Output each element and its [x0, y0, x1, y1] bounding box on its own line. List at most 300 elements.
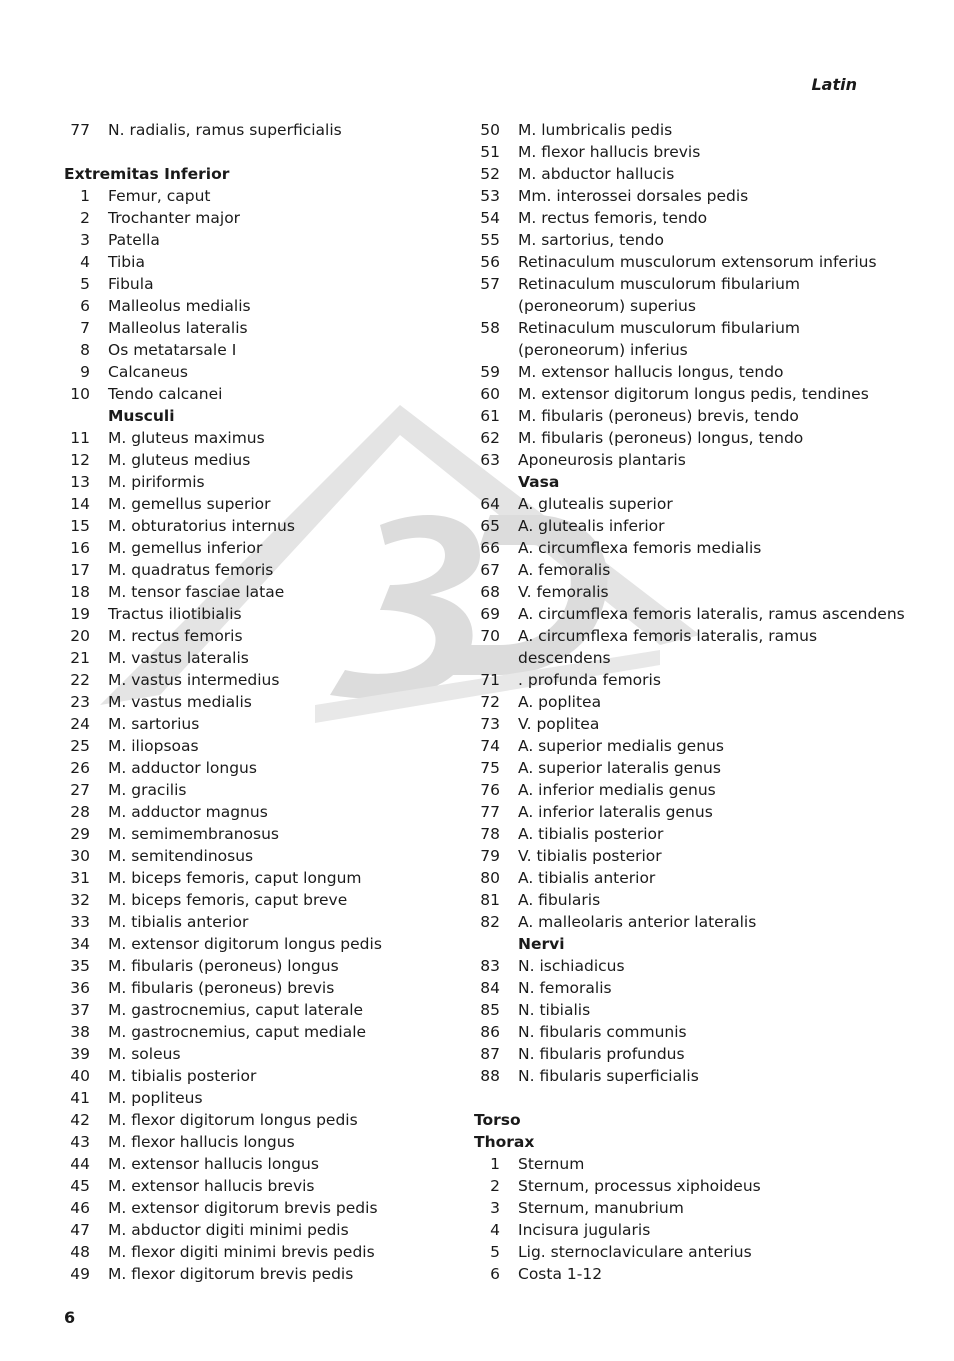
entry-term: A. tibialis posterior — [518, 825, 664, 843]
list-item — [64, 273, 454, 295]
entry-number: 64 — [480, 495, 500, 513]
list-item — [474, 1175, 874, 1197]
entry-number: 76 — [480, 781, 500, 799]
entry-number: 6 — [490, 1265, 500, 1283]
entry-term: M. semimembranosus — [108, 825, 279, 843]
entry-term: V. tibialis posterior — [518, 847, 662, 865]
list-item — [474, 1065, 874, 1087]
entry-number: 60 — [480, 385, 500, 403]
entry-term: A. fibularis — [518, 891, 601, 909]
entry-term: M. sartorius — [108, 715, 200, 733]
entry-term: M. flexor hallucis longus — [108, 1133, 295, 1151]
section-heading: Torso — [474, 1111, 521, 1129]
list-item — [474, 361, 874, 383]
section-heading: Extremitas Inferior — [64, 165, 230, 183]
list-item — [474, 977, 874, 999]
entry-number: 58 — [480, 319, 500, 337]
page-number: 6 — [64, 1308, 76, 1327]
list-item — [474, 1219, 874, 1241]
entry-number: 15 — [70, 517, 90, 535]
entry-number: 1 — [80, 187, 90, 205]
entry-number: 66 — [480, 539, 500, 557]
right-column — [474, 119, 905, 1285]
list-item — [474, 229, 874, 251]
entry-number: 17 — [70, 561, 90, 579]
list-item — [474, 1043, 874, 1065]
entry-number: 54 — [480, 209, 500, 227]
entry-number: 39 — [70, 1045, 90, 1063]
list-item — [474, 427, 874, 449]
empty-number — [474, 471, 500, 493]
entry-number: 63 — [480, 451, 500, 469]
entry-number: 83 — [480, 957, 500, 975]
entry-term: M. biceps femoris, caput breve — [108, 891, 348, 909]
entry-number: 48 — [70, 1243, 90, 1261]
entry-term: M. gluteus medius — [108, 451, 251, 469]
entry-number: 77 — [70, 121, 90, 139]
entry-term: N. fibularis communis — [518, 1023, 687, 1041]
entry-number: 84 — [480, 979, 500, 997]
entry-term: M. lumbricalis pedis — [518, 121, 673, 139]
entry-term: A. inferior lateralis genus — [518, 803, 713, 821]
entry-term: A. poplitea — [518, 693, 602, 711]
entry-term: M. extensor hallucis longus — [108, 1155, 319, 1173]
list-item — [64, 427, 454, 449]
entry-continuation-text: descendens — [518, 649, 611, 667]
entry-number: 88 — [480, 1067, 500, 1085]
entry-term: N. femoralis — [518, 979, 612, 997]
list-item — [64, 537, 454, 559]
entry-term: M. flexor digitorum brevis pedis — [108, 1265, 354, 1283]
entry-number: 43 — [70, 1133, 90, 1151]
entry-term: M. obturatorius internus — [108, 517, 295, 535]
list-item — [64, 647, 454, 669]
entry-number: 20 — [70, 627, 90, 645]
list-item — [474, 317, 874, 339]
list-item — [474, 911, 874, 933]
left-column — [64, 119, 454, 1285]
entry-number: 56 — [480, 253, 500, 271]
list-item — [64, 713, 454, 735]
list-item — [474, 1197, 874, 1219]
entry-number: 50 — [480, 121, 500, 139]
entry-number: 37 — [70, 1001, 90, 1019]
entry-number: 40 — [70, 1067, 90, 1085]
list-item — [64, 339, 454, 361]
empty-number — [64, 405, 90, 427]
list-item — [474, 955, 874, 977]
entry-term: M. fibularis (peroneus) brevis — [108, 979, 335, 997]
list-item — [64, 779, 454, 801]
entry-number: 38 — [70, 1023, 90, 1041]
entry-number: 2 — [80, 209, 90, 227]
entry-term: M. gemellus superior — [108, 495, 271, 513]
list-item — [64, 1043, 454, 1065]
entry-term: M. adductor longus — [108, 759, 257, 777]
entry-number: 67 — [480, 561, 500, 579]
list-item — [474, 537, 874, 559]
list-item — [474, 1263, 874, 1285]
list-item — [474, 515, 874, 537]
entry-term: M. flexor hallucis brevis — [518, 143, 701, 161]
entry-term: M. vastus lateralis — [108, 649, 249, 667]
entry-number: 74 — [480, 737, 500, 755]
list-item — [474, 757, 874, 779]
entry-number: 57 — [480, 275, 500, 293]
list-item — [64, 603, 454, 625]
entry-number: 71 — [480, 671, 500, 689]
entry-number: 82 — [480, 913, 500, 931]
entry-number: 49 — [70, 1265, 90, 1283]
entry-term: M. flexor digitorum longus pedis — [108, 1111, 358, 1129]
entry-term: Incisura jugularis — [518, 1221, 651, 1239]
entry-term: M. rectus femoris, tendo — [518, 209, 708, 227]
entry-number: 24 — [70, 715, 90, 733]
list-item — [64, 625, 454, 647]
entry-term: M. extensor digitorum brevis pedis — [108, 1199, 378, 1217]
list-item — [474, 691, 874, 713]
list-item — [64, 1219, 454, 1241]
entry-number: 6 — [80, 297, 90, 315]
list-item — [474, 273, 874, 295]
list-item — [64, 735, 454, 757]
list-item — [64, 1131, 454, 1153]
entry-term: M. gastrocnemius, caput laterale — [108, 1001, 364, 1019]
entry-number: 53 — [480, 187, 500, 205]
entry-number: 77 — [480, 803, 500, 821]
list-item — [64, 185, 454, 207]
entry-term: M. rectus femoris — [108, 627, 243, 645]
list-item — [474, 493, 874, 515]
entry-number: 69 — [480, 605, 500, 623]
entry-term: M. extensor hallucis longus, tendo — [518, 363, 784, 381]
list-item — [64, 383, 454, 405]
entry-term: Costa 1-12 — [518, 1265, 603, 1283]
entry-number: 13 — [70, 473, 90, 491]
list-item — [64, 669, 454, 691]
list-item — [474, 185, 874, 207]
entry-term: A. circumflexa femoris medialis — [518, 539, 762, 557]
list-item — [64, 933, 454, 955]
list-item — [64, 757, 454, 779]
list-item — [474, 999, 874, 1021]
list-item — [64, 361, 454, 383]
list-item — [474, 713, 874, 735]
entry-term: N. tibialis — [518, 1001, 591, 1019]
entry-number: 2 — [490, 1177, 500, 1195]
entry-number: 81 — [480, 891, 500, 909]
entry-number: 78 — [480, 825, 500, 843]
entry-number: 16 — [70, 539, 90, 557]
entry-number: 45 — [70, 1177, 90, 1195]
list-item — [474, 801, 874, 823]
list-item — [474, 251, 877, 273]
entry-number: 72 — [480, 693, 500, 711]
list-item — [474, 603, 905, 625]
subsection-label: Vasa — [518, 473, 560, 491]
entry-number: 29 — [70, 825, 90, 843]
list-item — [64, 1197, 454, 1219]
list-item — [474, 823, 874, 845]
entry-number: 9 — [80, 363, 90, 381]
entry-term: A. malleolaris anterior lateralis — [518, 913, 757, 931]
list-item — [64, 1263, 454, 1285]
list-item — [474, 207, 874, 229]
list-item — [64, 955, 454, 977]
entry-number: 46 — [70, 1199, 90, 1217]
entry-term: M. vastus medialis — [108, 693, 252, 711]
list-item — [64, 801, 454, 823]
entry-continuation — [474, 339, 874, 361]
entry-term: M. piriformis — [108, 473, 205, 491]
entry-term: M. extensor digitorum longus pedis, tendines — [518, 385, 869, 403]
entry-term: M. extensor hallucis brevis — [108, 1177, 315, 1195]
entry-term: Malleolus medialis — [108, 297, 251, 315]
entry-term: Lig. sternoclaviculare anterius — [518, 1243, 752, 1261]
list-item — [64, 493, 454, 515]
entry-number: 42 — [70, 1111, 90, 1129]
entry-number: 85 — [480, 1001, 500, 1019]
entry-term: M. tibialis anterior — [108, 913, 249, 931]
entry-term: M. tibialis posterior — [108, 1067, 257, 1085]
list-item — [64, 1087, 454, 1109]
entry-term: M. iliopsoas — [108, 737, 199, 755]
list-item — [474, 845, 874, 867]
entry-number: 61 — [480, 407, 500, 425]
entry-number: 65 — [480, 517, 500, 535]
subsection-label: Musculi — [108, 407, 175, 425]
subsection-label: Nervi — [518, 935, 565, 953]
entry-number: 7 — [80, 319, 90, 337]
list-item — [474, 559, 874, 581]
entry-number: 22 — [70, 671, 90, 689]
entry-number: 4 — [490, 1221, 500, 1239]
entry-number: 23 — [70, 693, 90, 711]
entry-term: V. poplitea — [518, 715, 600, 733]
list-item — [474, 405, 874, 427]
entry-number: 86 — [480, 1023, 500, 1041]
entry-number: 31 — [70, 869, 90, 887]
entry-term: M. gluteus maximus — [108, 429, 265, 447]
list-item — [64, 119, 454, 141]
entry-number: 27 — [70, 781, 90, 799]
spacer — [474, 1087, 874, 1109]
entry-number: 4 — [80, 253, 90, 271]
entry-term: M. extensor digitorum longus pedis — [108, 935, 382, 953]
entry-number: 26 — [70, 759, 90, 777]
entry-term: Retinaculum musculorum extensorum inferius — [518, 253, 877, 271]
entry-number: 73 — [480, 715, 500, 733]
entry-continuation — [474, 647, 874, 669]
entry-term: Mm. interossei dorsales pedis — [518, 187, 749, 205]
entry-term: Sternum, processus xiphoideus — [518, 1177, 761, 1195]
entry-term: M. vastus intermedius — [108, 671, 280, 689]
entry-term: Calcaneus — [108, 363, 188, 381]
entry-number: 21 — [70, 649, 90, 667]
entry-term: Malleolus lateralis — [108, 319, 248, 337]
entry-number: 80 — [480, 869, 500, 887]
entry-term: A. superior lateralis genus — [518, 759, 721, 777]
entry-term: Sternum, manubrium — [518, 1199, 684, 1217]
entry-number: 44 — [70, 1155, 90, 1173]
entry-term: A. circumflexa femoris lateralis, ramus ascendens — [518, 605, 905, 623]
list-item — [64, 1021, 454, 1043]
list-item — [64, 999, 454, 1021]
entry-term: M. semitendinosus — [108, 847, 254, 865]
entry-term: M. tensor fasciae latae — [108, 583, 285, 601]
entry-term: A. superior medialis genus — [518, 737, 724, 755]
entry-number: 75 — [480, 759, 500, 777]
entry-term: Fibula — [108, 275, 154, 293]
list-item — [64, 867, 454, 889]
list-item — [64, 449, 454, 471]
empty-number — [474, 933, 500, 955]
entry-term: M. flexor digiti minimi brevis pedis — [108, 1243, 375, 1261]
list-item — [64, 559, 454, 581]
entry-term: Retinaculum musculorum fibularium — [518, 319, 801, 337]
entry-number: 14 — [70, 495, 90, 513]
entry-continuation-text: (peroneorum) inferius — [518, 341, 688, 359]
entry-term: N. radialis, ramus superficialis — [108, 121, 342, 139]
entry-number: 28 — [70, 803, 90, 821]
entry-number: 70 — [480, 627, 500, 645]
entry-term: V. femoralis — [518, 583, 609, 601]
entry-term: N. ischiadicus — [518, 957, 625, 975]
entry-term: Trochanter major — [108, 209, 241, 227]
entry-number: 55 — [480, 231, 500, 249]
list-item — [64, 977, 454, 999]
entry-number: 47 — [70, 1221, 90, 1239]
list-item — [64, 515, 454, 537]
entry-term: Tractus iliotibialis — [108, 605, 242, 623]
list-item — [474, 1241, 874, 1263]
list-item — [474, 669, 874, 691]
list-item — [64, 1175, 454, 1197]
entry-term: M. abductor digiti minimi pedis — [108, 1221, 349, 1239]
list-item — [64, 317, 454, 339]
entry-number: 5 — [80, 275, 90, 293]
entry-number: 8 — [80, 341, 90, 359]
entry-term: M. fibularis (peroneus) longus — [108, 957, 339, 975]
list-item — [64, 581, 454, 603]
language-label: Latin — [811, 75, 857, 94]
entry-number: 68 — [480, 583, 500, 601]
entry-number: 79 — [480, 847, 500, 865]
list-item — [64, 1153, 454, 1175]
entry-number: 87 — [480, 1045, 500, 1063]
list-item — [474, 735, 874, 757]
entry-term: M. sartorius, tendo — [518, 231, 664, 249]
list-item — [64, 207, 454, 229]
list-item — [474, 1153, 874, 1175]
entry-term: Sternum — [518, 1155, 585, 1173]
entry-number: 35 — [70, 957, 90, 975]
entry-term: M. gastrocnemius, caput mediale — [108, 1023, 367, 1041]
list-item — [64, 1065, 454, 1087]
entry-number: 34 — [70, 935, 90, 953]
entry-term: A. glutealis inferior — [518, 517, 665, 535]
entry-term: A. tibialis anterior — [518, 869, 656, 887]
list-item — [64, 889, 454, 911]
entry-number: 5 — [490, 1243, 500, 1261]
entry-term: Aponeurosis plantaris — [518, 451, 686, 469]
entry-number: 52 — [480, 165, 500, 183]
list-item — [64, 1109, 454, 1131]
entry-number: 36 — [70, 979, 90, 997]
entry-number: 10 — [70, 385, 90, 403]
subsection-heading — [474, 471, 874, 493]
entry-term: M. abductor hallucis — [518, 165, 675, 183]
entry-term: . profunda femoris — [518, 671, 661, 689]
entry-term: M. soleus — [108, 1045, 181, 1063]
entry-term: M. fibularis (peroneus) brevis, tendo — [518, 407, 799, 425]
entry-term: Tibia — [108, 253, 145, 271]
entry-number: 51 — [480, 143, 500, 161]
entry-term: Tendo calcanei — [108, 385, 223, 403]
subsection-heading — [474, 933, 874, 955]
entry-number: 19 — [70, 605, 90, 623]
entry-term: Retinaculum musculorum fibularium — [518, 275, 801, 293]
list-item — [64, 691, 454, 713]
spacer — [64, 141, 454, 163]
entry-number: 11 — [70, 429, 90, 447]
entry-number: 62 — [480, 429, 500, 447]
entry-term: M. gemellus inferior — [108, 539, 263, 557]
entry-term: M. biceps femoris, caput longum — [108, 869, 362, 887]
entry-number: 30 — [70, 847, 90, 865]
list-item — [64, 823, 454, 845]
list-item — [64, 845, 454, 867]
entry-term: N. fibularis superficialis — [518, 1067, 699, 1085]
entry-continuation — [474, 295, 874, 317]
list-item — [64, 295, 454, 317]
entry-number: 32 — [70, 891, 90, 909]
entry-number: 41 — [70, 1089, 90, 1107]
entry-number: 3 — [490, 1199, 500, 1217]
list-item — [474, 449, 874, 471]
list-item — [474, 1021, 874, 1043]
section-heading: Thorax — [474, 1133, 535, 1151]
subsection-heading — [64, 405, 454, 427]
entry-term: M. adductor magnus — [108, 803, 268, 821]
entry-term: M. fibularis (peroneus) longus, tendo — [518, 429, 804, 447]
entry-term: M. gracilis — [108, 781, 187, 799]
entry-number: 18 — [70, 583, 90, 601]
list-item — [474, 625, 874, 647]
list-item — [474, 889, 874, 911]
entry-number: 12 — [70, 451, 90, 469]
entry-term: M. quadratus femoris — [108, 561, 274, 579]
list-item — [64, 911, 454, 933]
entry-term: M. popliteus — [108, 1089, 203, 1107]
entry-term: A. inferior medialis genus — [518, 781, 716, 799]
list-item — [64, 229, 454, 251]
entry-term: A. glutealis superior — [518, 495, 673, 513]
entry-term: A. femoralis — [518, 561, 611, 579]
list-item — [474, 119, 874, 141]
entry-continuation-text: (peroneorum) superius — [518, 297, 696, 315]
list-item — [474, 163, 874, 185]
entry-term: A. circumflexa femoris lateralis, ramus — [518, 627, 818, 645]
entry-number: 25 — [70, 737, 90, 755]
list-item — [474, 779, 874, 801]
entry-term: Patella — [108, 231, 160, 249]
list-item — [64, 471, 454, 493]
entry-number: 1 — [490, 1155, 500, 1173]
entry-number: 33 — [70, 913, 90, 931]
entry-term: Os metatarsale I — [108, 341, 237, 359]
list-item — [64, 251, 454, 273]
